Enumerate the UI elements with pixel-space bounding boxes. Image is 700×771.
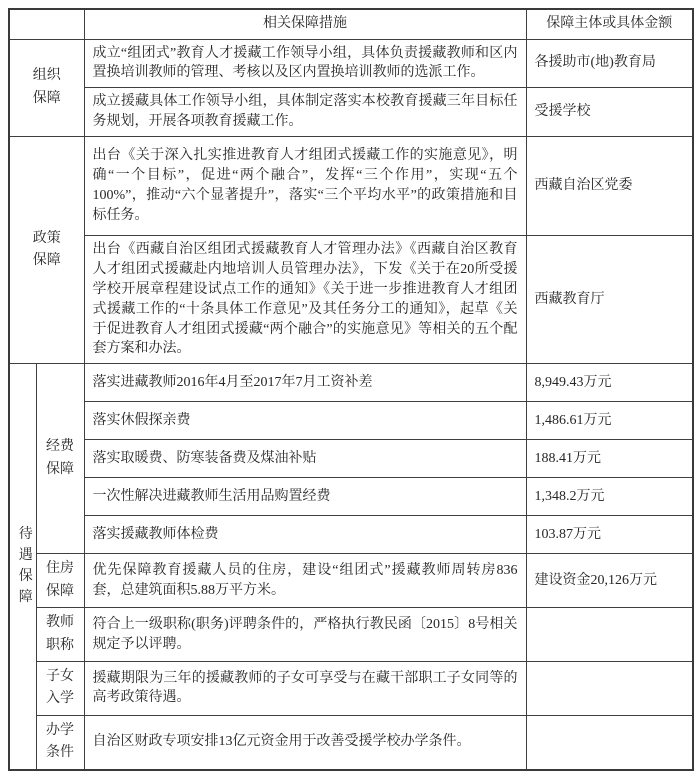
category-policy-label: 政策保障 — [32, 230, 61, 269]
amount-cell: 8,949.43万元 — [526, 364, 693, 402]
measure-cell: 落实休假探亲费 — [84, 402, 526, 440]
header-corner-cell — [9, 9, 84, 39]
category-org-label: 组织保障 — [32, 68, 61, 106]
amount-cell — [526, 715, 693, 769]
header-measures: 相关保障措施 — [84, 9, 526, 39]
subcategory-housing — [36, 554, 84, 608]
subcategory-school-label: 办学条件 — [45, 722, 74, 761]
measure-cell: 落实进藏教师2016年4月至2017年7月工资补差 — [84, 364, 526, 402]
subcategory-teacher-title — [36, 608, 84, 662]
subcategory-children-label: 子女入学 — [45, 669, 74, 707]
amount-cell: 103.87万元 — [526, 516, 693, 554]
amount-cell: 1,348.2万元 — [526, 478, 693, 516]
amount-cell — [526, 608, 693, 662]
measure-cell: 落实取暖费、防寒装备费及煤油补贴 — [84, 440, 526, 478]
category-treatment — [9, 364, 36, 770]
subcategory-funds — [36, 364, 84, 554]
subject-cell: 受援学校 — [526, 88, 693, 137]
subject-cell: 西藏自治区党委 — [526, 137, 693, 236]
subcategory-housing-label: 住房保障 — [45, 561, 74, 599]
subject-cell: 西藏教育厅 — [526, 236, 693, 364]
category-policy — [9, 137, 84, 364]
measure-cell: 落实援藏教师体检费 — [84, 516, 526, 554]
measure-cell: 成立“组团式”教育人才援藏工作领导小组，具体负责援藏教师和区内置换培训教师的管理、考核以及区内置换培训教师的选派工作。 — [84, 39, 526, 88]
subcategory-teacher-title-label: 教师职称 — [45, 615, 74, 653]
category-org — [9, 39, 84, 137]
measure-cell: 出台《关于深入扎实推进教育人才组团式援藏工作的实施意见》，明确“一个目标”，促进“两个融合”，发挥“三个作用”，实现“五个100%”，推动“六个显著提升”，落实“三个平均水平”的政策措施和目标任务。 — [84, 137, 526, 236]
measure-cell: 成立援藏具体工作领导小组，具体制定落实本校教育援藏三年目标任务规划，开展各项教育援藏工作。 — [84, 88, 526, 137]
subcategory-children — [36, 662, 84, 716]
header-subject: 保障主体或具体金额 — [526, 9, 693, 39]
subcategory-funds-label: 经费保障 — [45, 439, 74, 477]
amount-cell: 1,486.61万元 — [526, 402, 693, 440]
subcategory-school — [36, 715, 84, 769]
amount-cell: 188.41万元 — [526, 440, 693, 478]
category-treatment-label: 待遇保障 — [18, 527, 33, 606]
measure-cell: 符合上一级职称(职务)评聘条件的，严格执行教民函〔2015〕8号相关规定予以评聘。 — [84, 608, 526, 662]
measure-cell: 一次性解决进藏教师生活用品购置经费 — [84, 478, 526, 516]
measure-cell: 自治区财政专项安排13亿元资金用于改善受援学校办学条件。 — [84, 715, 526, 769]
support-guarantee-table — [8, 8, 694, 771]
subject-cell: 各援助市(地)教育局 — [526, 39, 693, 88]
amount-cell — [526, 662, 693, 716]
amount-cell: 建设资金20,126万元 — [526, 554, 693, 608]
measure-cell: 出台《西藏自治区组团式援藏教育人才管理办法》《西藏自治区教育人才组团式援藏赴内地培训人员管理办法》，下发《关于在20所受援学校开展章程建设试点工作的通知》《关于进一步推进教育人才组团式援藏工作的“十条具体工作意见”及其任务分工的通知》，起草《关于促进教育人才组团式援藏“两个融合”的实施意见》等相关的五个配套方案和办法。 — [84, 236, 526, 364]
measure-cell: 援藏期限为三年的援藏教师的子女可享受与在藏干部职工子女同等的高考政策待遇。 — [84, 662, 526, 716]
measure-cell: 优先保障教育援藏人员的住房，建设“组团式”援藏教师周转房836套，总建筑面积5.88万平方米。 — [84, 554, 526, 608]
